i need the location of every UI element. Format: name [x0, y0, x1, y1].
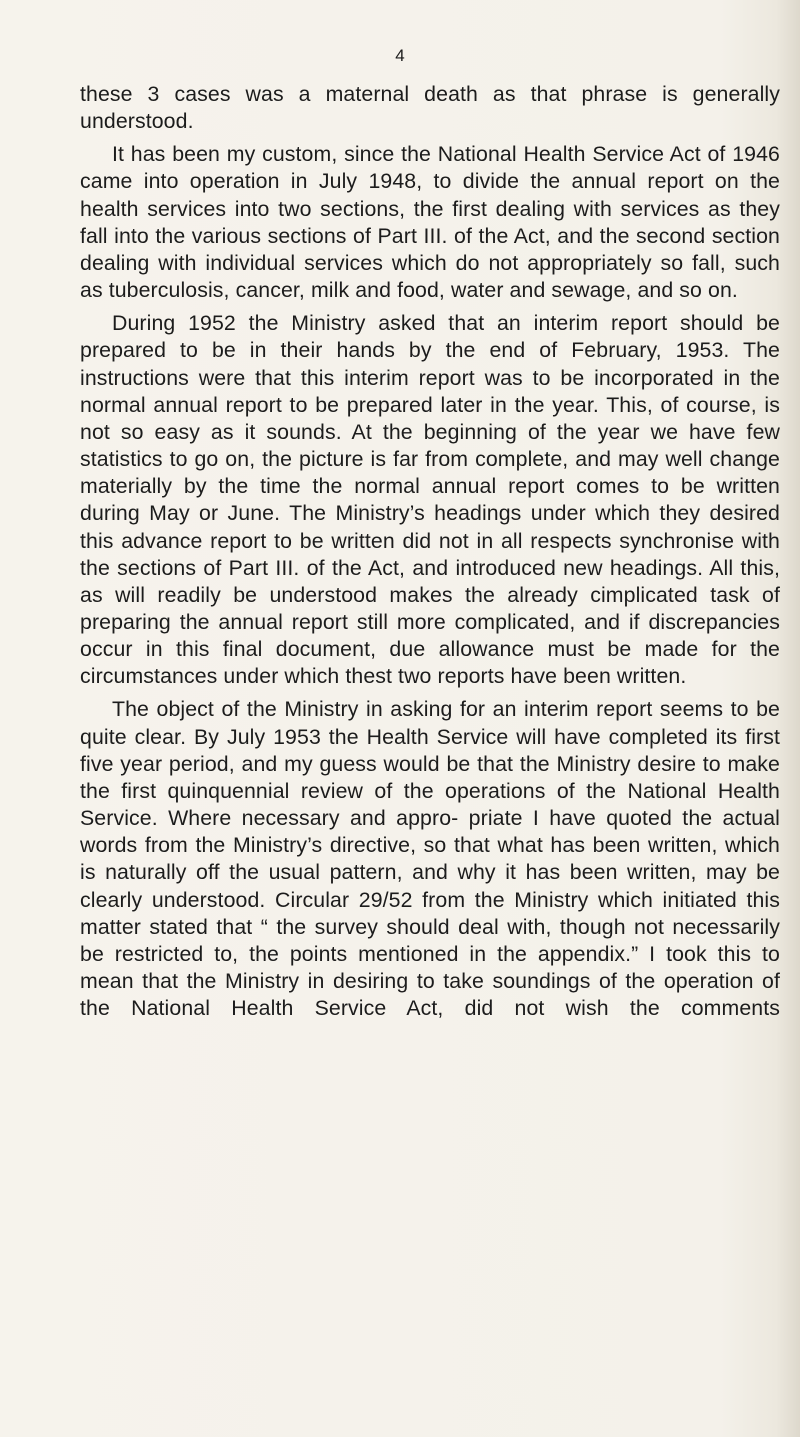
paragraph-4: The object of the Ministry in asking for an interim report seems to be quite clear. By July 1953 the Health Service will have completed its first five year period, and my guess would be that the Ministry desire to make the first quinquennial review of the operations of the National Health Service. Where necessary and appro- priate I have quoted the actual words from the Ministry’s directive, so that what has been written, which is naturally off the usual pattern, and why it has been written, may be clearly understood. Circular 29/52 from the Ministry which initiated this matter stated that “ the survey should deal with, though not necessarily be restricted to, the points mentioned in the appendix.” I took this to mean that the Ministry in desiring to take soundings of the operation of the National Health Service Act, did not wish the comments: [80, 697, 780, 1021]
paragraph-1: these 3 cases was a maternal death as that phrase is generally understood.: [80, 82, 780, 134]
body-text: [80, 81, 780, 1028]
page-number: 4: [395, 46, 405, 65]
paragraph-3: During 1952 the Ministry asked that an interim report should be prepared to be in their hands by the end of February, 1953. The instructions were that this interim report was to be incorporated in the normal annual report to be prepared later in the year. This, of course, is not so easy as it sounds. At the beginning of the year we have few statistics to go on, the picture is far from complete, and may well change materially by the time the normal annual report comes to be written during May or June. The Ministry’s headings under which they desired this advance report to be written did not in all respects synchronise with the sections of Part III. of the Act, and introduced new headings. All this, as will readily be understood makes the already cimplicated task of preparing the annual report still more complicated, and if discrepancies occur in this final document, due allowance must be made for the circumstances under which thest two reports have been written.: [80, 311, 780, 689]
paragraph-2: It has been my custom, since the National Health Service Act of 1946 came into operation in July 1948, to divide the annual report on the health services into two sections, the first dealing with services as they fall into the various sections of Part III. of the Act, and the second section dealing with individual services which do not appropriately so fall, such as tuberculosis, cancer, milk and food, water and sewage, and so on.: [80, 142, 780, 303]
